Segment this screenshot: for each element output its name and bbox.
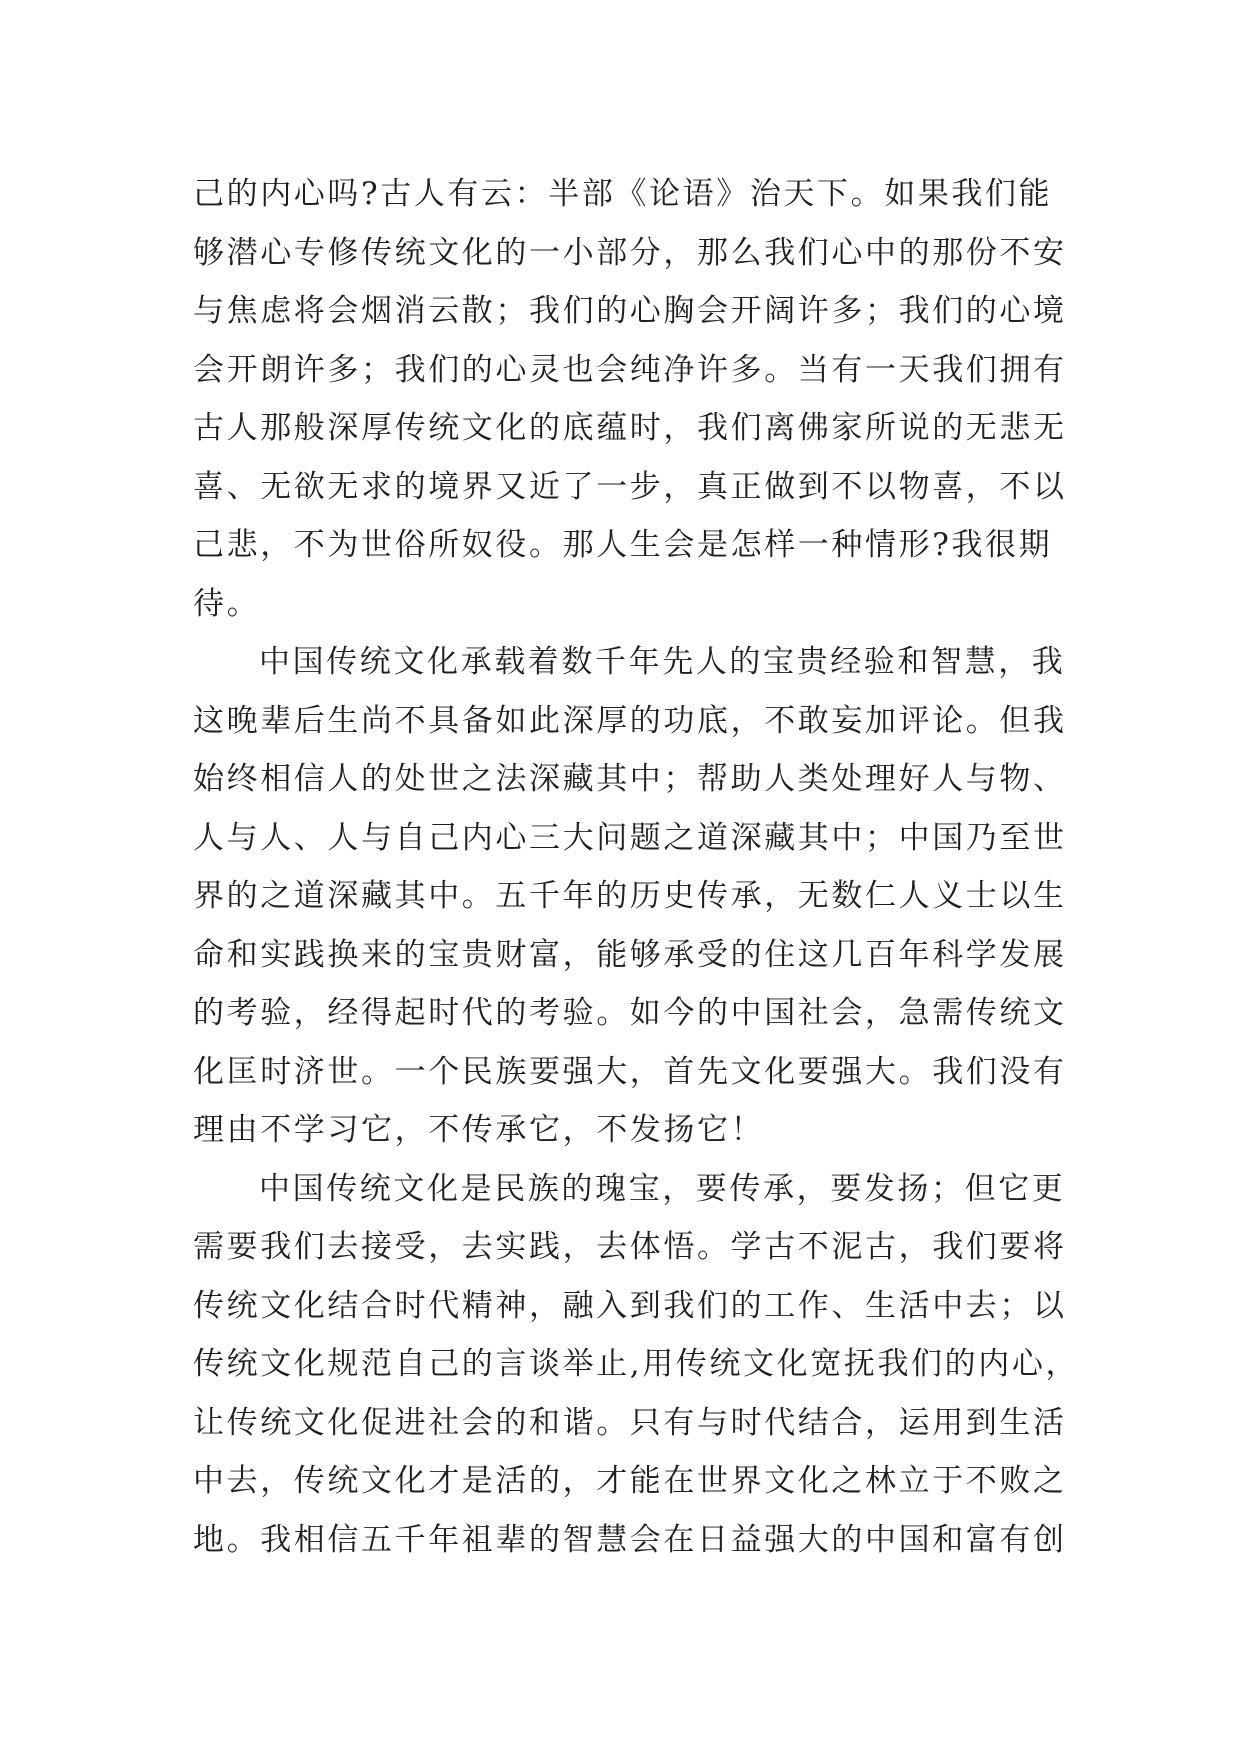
text-line: 地。我相信五千年祖辈的智慧会在日益强大的中国和富有创 [193, 1521, 1067, 1558]
text-line: 这晚辈后生尚不具备如此深厚的功底，不敢妄加评论。但我 [193, 702, 1067, 739]
paragraph-first-line: 中国传统文化承载着数千年先人的宝贵经验和智慧，我 [259, 644, 1066, 680]
text-line: 会开朗许多；我们的心灵也会纯净许多。当有一天我们拥有 [193, 351, 1067, 388]
text-line: 界的之道深藏其中。五千年的历史传承，无数仁人义士以生 [193, 878, 1067, 914]
text-line: 需要我们去接受，去实践，去体悟。学古不泥古，我们要将 [193, 1229, 1067, 1265]
text-line: 人与人、人与自己内心三大问题之道深藏其中；中国乃至世 [193, 819, 1067, 856]
document-body [193, 165, 1080, 1569]
text-line: 中去，传统文化才是活的，才能在世界文化之林立于不败之 [193, 1463, 1067, 1499]
text-line: 化匡时济世。一个民族要强大，首先文化要强大。我们没有 [193, 1053, 1067, 1090]
text-line: 让传统文化促进社会的和谐。只有与时代结合，运用到生活 [193, 1404, 1067, 1441]
text-line: 己悲，不为世俗所奴役。那人生会是怎样一种情形?我很期 [193, 527, 1053, 563]
text-line: 古人那般深厚传统文化的底蕴时，我们离佛家所说的无悲无 [193, 410, 1067, 446]
text-line: 喜、无欲无求的境界又近了一步，真正做到不以物喜，不以 [193, 468, 1067, 505]
text-line: 理由不学习它，不传承它，不发扬它！ [193, 1112, 765, 1148]
text-line: 的考验，经得起时代的考验。如今的中国社会，急需传统文 [193, 995, 1067, 1031]
text-line: 命和实践换来的宝贵财富，能够承受的住这几百年科学发展 [193, 936, 1067, 973]
text-line: 始终相信人的处世之法深藏其中；帮助人类处理好人与物、 [193, 761, 1067, 797]
text-line: 传统文化规范自己的言谈举止,用传统文化宽抚我们的内心， [193, 1346, 1080, 1382]
paragraph-first-line: 中国传统文化是民族的瑰宝，要传承，要发扬；但它更 [259, 1170, 1066, 1207]
text-line: 待。 [193, 585, 261, 622]
text-line: 够潜心专修传统文化的一小部分，那么我们心中的那份不安 [193, 234, 1067, 271]
text-line: 传统文化结合时代精神，融入到我们的工作、生活中去；以 [193, 1287, 1067, 1324]
text-line: 己的内心吗?古人有云：半部《论语》治天下。如果我们能 [193, 176, 1053, 212]
text-line: 与焦虑将会烟消云散；我们的心胸会开阔许多；我们的心境 [193, 293, 1067, 329]
